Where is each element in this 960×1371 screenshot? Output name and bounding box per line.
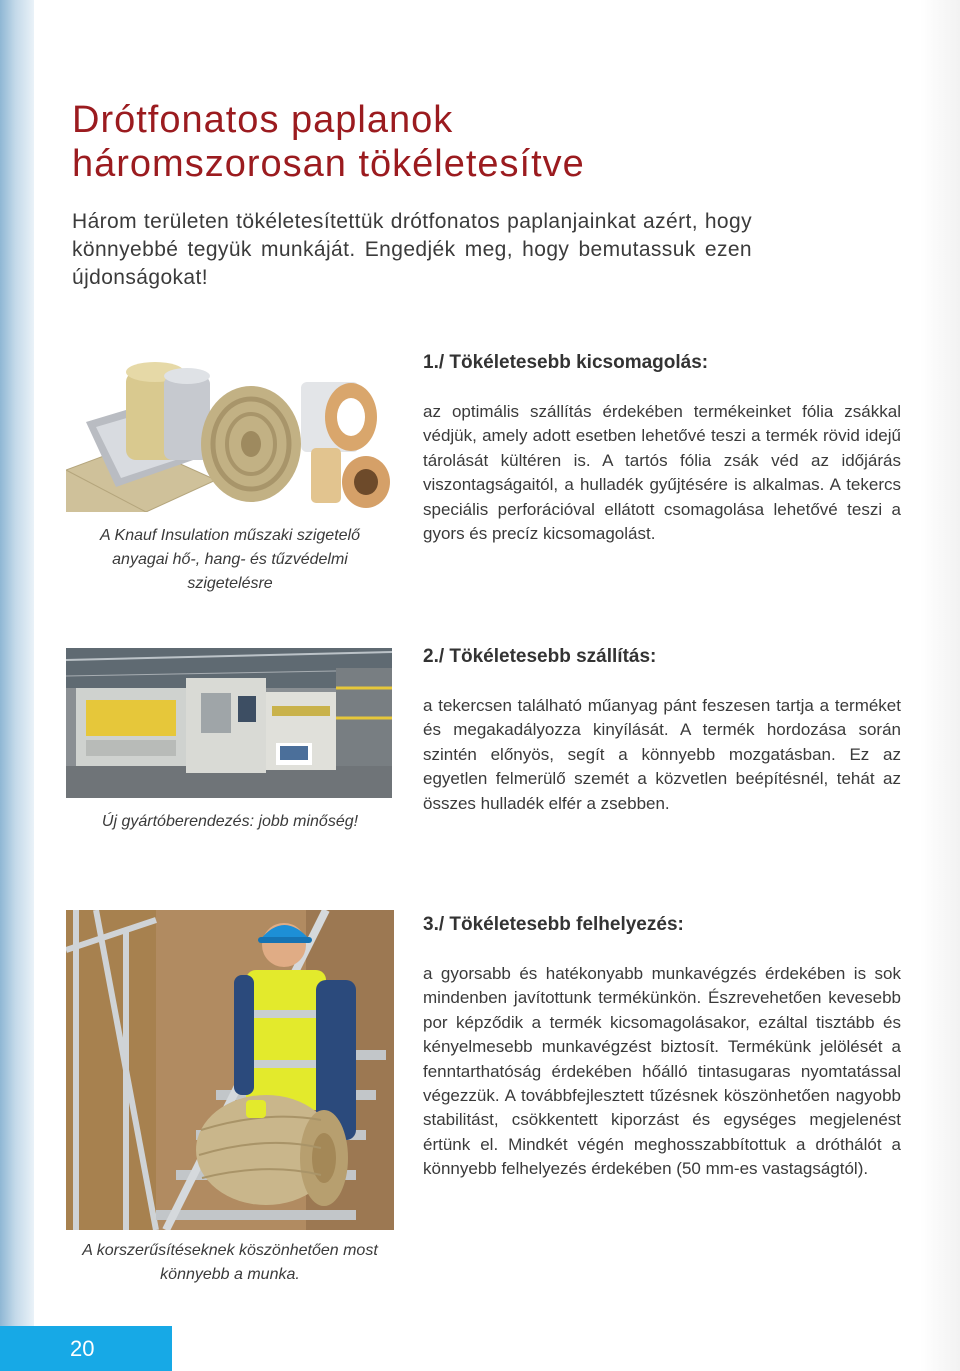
section-2-text: a tekercsen található műanyag pánt feszesen tartja a terméket és megakadályozza kinyílását. A termék hordozása során szintén előnyös, segít a könnyebb mozgatásban. Ez az egyetlen felmerülő szemét a közvetlen beépítésnél, tehát az összes hulladék elfér a zsebben. (423, 696, 901, 813)
insulation-products-photo (66, 352, 392, 512)
page-title (72, 98, 585, 186)
factory-illustration (66, 648, 392, 798)
page-number: 20 (70, 1336, 95, 1361)
intro-paragraph: Három területen tökéletesítettük drótfonatos paplanjainkat azért, hogy könnyebbé tegyük munkáját. Engedjék meg, hogy bemutassuk ezen újdonságokat! (72, 210, 752, 289)
page-title-line-1: Drótfonatos paplanok (72, 99, 454, 141)
worker-photo (66, 910, 394, 1230)
section-3-heading: 3./ Tökéletesebb felhelyezés: (423, 914, 684, 935)
left-decorative-strip (0, 0, 34, 1371)
worker-illustration (66, 910, 394, 1230)
right-page-shadow (920, 0, 960, 1371)
insulation-products-illustration (66, 352, 392, 512)
factory-photo (66, 648, 392, 798)
insulation-products-caption: A Knauf Insulation műszaki szigetelő anyagai hő-, hang- és tűzvédelmi szigetelésre (100, 527, 360, 592)
factory-caption: Új gyártóberendezés: jobb minőség! (101, 813, 359, 830)
section-2-heading: 2./ Tökéletesebb szállítás: (423, 646, 657, 667)
page-title-line-2: háromszorosan tökéletesítve (72, 143, 585, 185)
section-1-text: az optimális szállítás érdekében termékeinket fólia zsákkal védjük, amely adott esetben lehetővé teszi a termék rövid idejű tárolását kültéren is. A tartós fólia zsák véd az időjárás viszontagságaitól, a hulladék gyűjtésére is alkalmas. A tekercs speciális perforációval ellátott csomagolása lehetővé teszi a gyors és precíz kicsomagolást. (423, 402, 901, 544)
worker-caption: A korszerűsítéseknek köszönhetően most könnyebb a munka. (82, 1242, 378, 1283)
page-number-tab (0, 1326, 172, 1371)
section-3-text: a gyorsabb és hatékonyabb munkavégzés érdekében is sok mindenben javítottunk termékünkön. Észrevehetően kevesebb por képződik a termék kicsomagolásakor, ezáltal tisztább és kényelmesebb munkavégzést biztosít. Termékünk jelölését a fenntarthatóság érdekében hőálló tintasugaras nyomtatással végezzük. A továbbfejlesztett tűzésnek köszönhetően nagyobb stabilitást, csökkentett kiporzást és egységes megjelenést értünk el. Mindkét végén meghosszabbítottuk a dróthálót a könnyebb felhelyezés érdekében (50 mm-es vastagságtól). (423, 964, 901, 1179)
section-1-heading: 1./ Tökéletesebb kicsomagolás: (423, 352, 709, 373)
